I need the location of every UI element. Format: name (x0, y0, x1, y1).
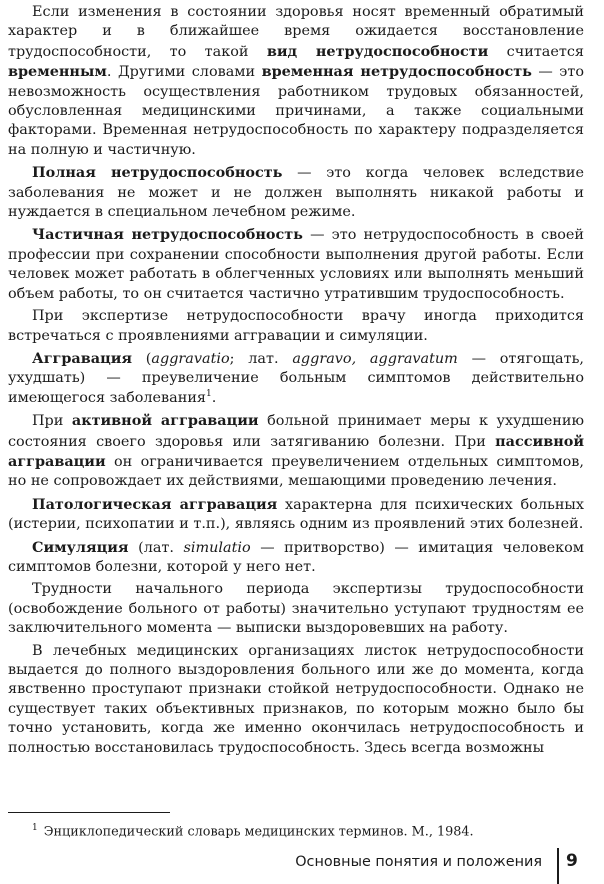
text-run: В лечебных медицинских организациях листок нетрудоспособности выдается до полного выздоровления больного или же до момента, когда явственно проступают признаки стойкой нетрудоспособности. Однако не существует таких объективных признаков, по которым можно было бы точно установить, когда же именно окончилась нетрудоспособность и полностью восстановилась трудоспособность. Здесь всегда возможны (8, 642, 584, 756)
text-run: — это когда человек вследствие заболевания не может и не должен выполнять никакой работы и нуждается в специальном лечебном режиме. (8, 165, 584, 221)
paragraph (8, 411, 584, 492)
paragraph (8, 3, 584, 160)
term-bold: Аггравация (32, 349, 133, 367)
running-head: Основные понятия и положения (295, 854, 542, 870)
term-bold: Полная нетрудоспособность (32, 164, 283, 182)
text-run: больной принимает меры к ухудшению состояния своего здоровья или затягиванию болезни. При (8, 413, 584, 450)
page-number: 9 (566, 851, 578, 871)
footnote-marker: 1 (32, 823, 38, 833)
text-run: — это нетрудоспособность в своей профессии при сохранении способности выполнения другой работы. Если человек может работать в облегченных условиях или выполнять меньший объем работы, то он считается частично утратившим трудоспособность. (8, 227, 584, 302)
text-run: — это невозможность осуществления работником трудовых обязанностей, обусловленная медицинскими причинами, а также социальными факторами. Временная нетрудоспособность по характеру подразделяется на полную и частичную. (8, 64, 584, 158)
text-run: При (32, 413, 72, 430)
term-italic: simulatio (183, 539, 251, 556)
text-run: Если изменения в состоянии здоровья носят временный обратимый характер и в ближайшее время ожидается восстановление трудоспособности, то такой (8, 4, 584, 60)
term-italic: aggravo, aggravatum (292, 350, 458, 367)
footnote-text: Энциклопедический словарь медицинских терминов. М., 1984. (43, 824, 474, 840)
paragraph (8, 580, 584, 638)
term-bold: временная нетрудоспособность (261, 63, 532, 81)
footnote-reference: 1 (206, 388, 212, 399)
text-run: — притворство) — имитация человеком симптомов болезни, которой у него нет. (8, 539, 584, 575)
footnote (32, 820, 584, 840)
text-run: он ограничивается преувеличением отдельных симптомов, но не сопровождает их действиями, мешающими проведению лечения. (8, 453, 584, 490)
paragraph (8, 307, 584, 346)
text-run: считается (488, 43, 584, 60)
text-run: характерна для психических больных (истерии, психопатии и т.п.), являясь одним из проявлений этих болезней. (8, 496, 584, 533)
text-run: . Другими словами (106, 64, 262, 81)
term-bold: пассивной аггравации (8, 432, 584, 470)
paragraph (8, 349, 584, 408)
term-bold: Частичная нетрудоспособность (32, 226, 303, 244)
text-run: При экспертизе нетрудоспособности врачу иногда приходится встречаться с проявлениями аггравации и симуляции. (8, 308, 584, 344)
text-run: ( (132, 350, 152, 367)
term-bold: временным (8, 63, 107, 81)
text-run: Трудности начального периода экспертизы трудоспособности (освобождение больного от работы) значительно уступают трудностям ее заключительного момента — выписки выздоровевших на работу. (8, 581, 584, 637)
text-run: . (211, 389, 217, 406)
term-bold: Симуляция (32, 538, 129, 556)
paragraph (8, 225, 584, 304)
text-run: — отягощать, ухудшать) — преувеличение больным симптомов действительно имеющегося заболевания (8, 350, 584, 406)
body-text (8, 3, 584, 761)
text-run: (лат. (128, 539, 184, 556)
term-bold: вид нетрудоспособности (266, 42, 489, 60)
term-italic: aggravatio (151, 350, 230, 367)
footnote-rule (8, 812, 170, 813)
running-head-divider (557, 848, 559, 884)
term-bold: активной аггравации (71, 412, 259, 430)
paragraph (8, 642, 584, 758)
term-bold: Патологическая аггравация (32, 495, 278, 513)
paragraph (8, 538, 584, 578)
text-run: ; лат. (229, 350, 293, 367)
paragraph (8, 495, 584, 535)
paragraph (8, 163, 584, 222)
